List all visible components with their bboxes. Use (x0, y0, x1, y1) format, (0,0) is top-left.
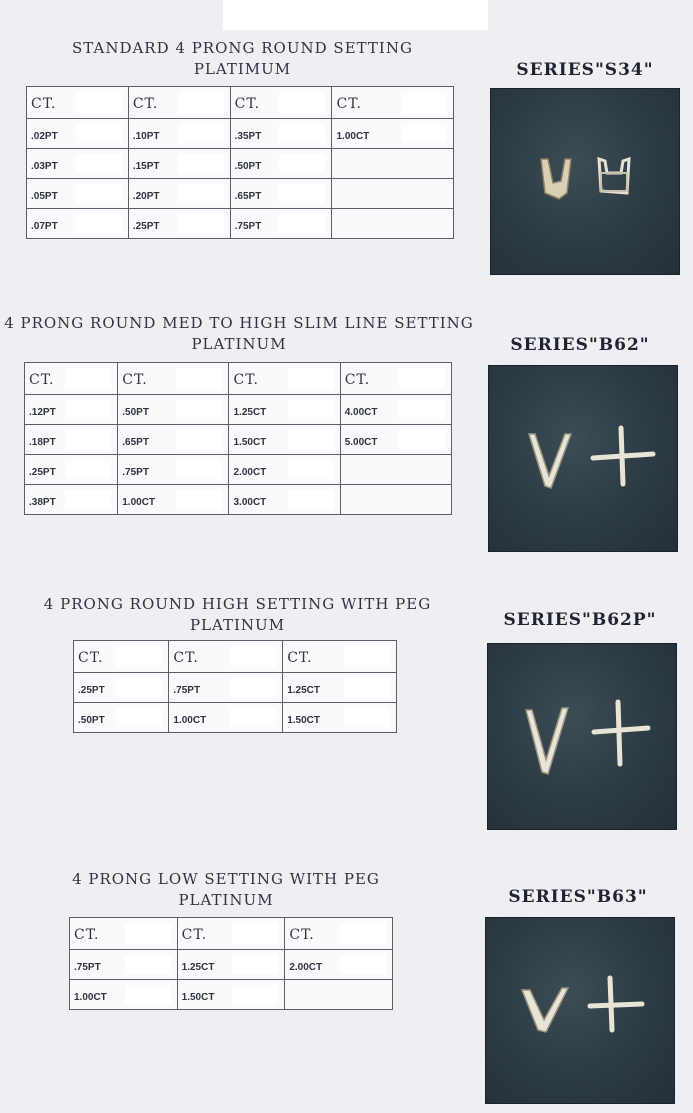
size-cell: .25PT (29, 467, 56, 478)
section-title (0, 594, 475, 636)
sizes-table (69, 917, 393, 1010)
table-row (25, 395, 452, 425)
table-row (27, 179, 454, 209)
header-cell: CT. (332, 87, 454, 119)
setting-b62p-image (488, 644, 676, 829)
header-cell: CT. (70, 918, 178, 950)
size-cell: .05PT (31, 191, 58, 202)
header-cell: CT. (230, 87, 332, 119)
size-cell: .12PT (29, 407, 56, 418)
top-blank-strip (223, 0, 488, 30)
header-cell: CT. (118, 363, 229, 395)
size-cell: .75PT (74, 962, 101, 973)
size-cell: .20PT (132, 191, 160, 202)
setting-s34-image (491, 89, 679, 274)
size-cell: .03PT (31, 161, 58, 172)
setting-b62-image (489, 366, 677, 551)
title-line-1: 4 PRONG LOW SETTING WITH PEG (72, 870, 380, 888)
header-cell: CT. (27, 87, 129, 119)
size-cell: .18PT (29, 437, 56, 448)
size-cell: 4.00CT (344, 407, 378, 418)
product-photo (485, 917, 675, 1104)
table-row (25, 425, 452, 455)
header-cell: CT. (340, 363, 451, 395)
setting-b63-image (486, 918, 674, 1103)
product-photo (488, 365, 678, 552)
size-cell: 5.00CT (344, 437, 378, 448)
size-cell: .50PT (234, 161, 262, 172)
size-cell: .10PT (132, 131, 160, 142)
table-row (70, 980, 393, 1010)
size-cell: 1.50CT (287, 715, 320, 726)
size-cell: .25PT (78, 685, 105, 696)
size-cell: .50PT (122, 407, 149, 418)
size-cell: .75PT (234, 221, 262, 232)
section-title (0, 869, 452, 911)
table-row (25, 455, 452, 485)
table-row (25, 485, 452, 515)
section-title (10, 38, 475, 80)
series-label: SERIES"B62P" (503, 610, 657, 630)
series-label: SERIES"B63" (508, 887, 648, 907)
table-row (27, 149, 454, 179)
size-cell: 1.50CT (233, 437, 267, 448)
header-cell: CT. (25, 363, 118, 395)
title-line-1: 4 PRONG ROUND MED TO HIGH SLIM LINE SETTING (4, 314, 474, 332)
product-photo (487, 643, 677, 830)
series-label: SERIES"B62" (510, 335, 650, 355)
header-cell: CT. (285, 918, 393, 950)
size-cell: 2.00CT (233, 467, 267, 478)
header-cell: CT. (229, 363, 340, 395)
size-cell: 1.00CT (173, 715, 207, 726)
size-cell: .38PT (29, 497, 56, 508)
header-cell: CT. (283, 641, 397, 673)
table-row (74, 703, 397, 733)
size-cell: .75PT (173, 685, 201, 696)
size-cell: 1.25CT (287, 685, 320, 696)
title-line-1: 4 PRONG ROUND HIGH SETTING WITH PEG (43, 595, 432, 613)
header-cell: CT. (177, 918, 285, 950)
header-cell: CT. (74, 641, 169, 673)
table-row (27, 119, 454, 149)
size-cell: .75PT (122, 467, 149, 478)
section-title (0, 313, 478, 355)
header-cell: CT. (169, 641, 283, 673)
title-line-2: PLATINUM (189, 616, 286, 634)
size-cell: 1.00CT (336, 131, 370, 142)
table-row (70, 950, 393, 980)
size-cell: .15PT (132, 161, 160, 172)
size-cell: .02PT (31, 131, 58, 142)
size-cell: 1.25CT (233, 407, 267, 418)
size-cell: 2.00CT (289, 962, 323, 973)
title-line-1: STANDARD 4 PRONG ROUND SETTING (72, 39, 413, 57)
product-photo (490, 88, 680, 275)
sizes-table (26, 86, 454, 239)
sizes-table (73, 640, 397, 733)
size-cell: 1.00CT (74, 992, 107, 1003)
size-cell: .35PT (234, 131, 262, 142)
size-cell: 1.25CT (181, 962, 215, 973)
size-cell: .50PT (78, 715, 105, 726)
size-cell: 1.50CT (181, 992, 215, 1003)
size-cell: 3.00CT (233, 497, 267, 508)
table-row (74, 673, 397, 703)
size-cell: .65PT (234, 191, 262, 202)
title-line-2: PLATINUM (191, 335, 287, 353)
series-label: SERIES"S34" (516, 60, 654, 80)
size-cell: .07PT (31, 221, 58, 232)
size-cell: .65PT (122, 437, 149, 448)
size-cell: 1.00CT (122, 497, 156, 508)
sizes-table (24, 362, 452, 515)
table-row (27, 209, 454, 239)
size-cell: .25PT (132, 221, 160, 232)
title-line-2: PLATIMUM (193, 60, 292, 78)
title-line-2: PLATINUM (178, 891, 274, 909)
header-cell: CT. (128, 87, 230, 119)
